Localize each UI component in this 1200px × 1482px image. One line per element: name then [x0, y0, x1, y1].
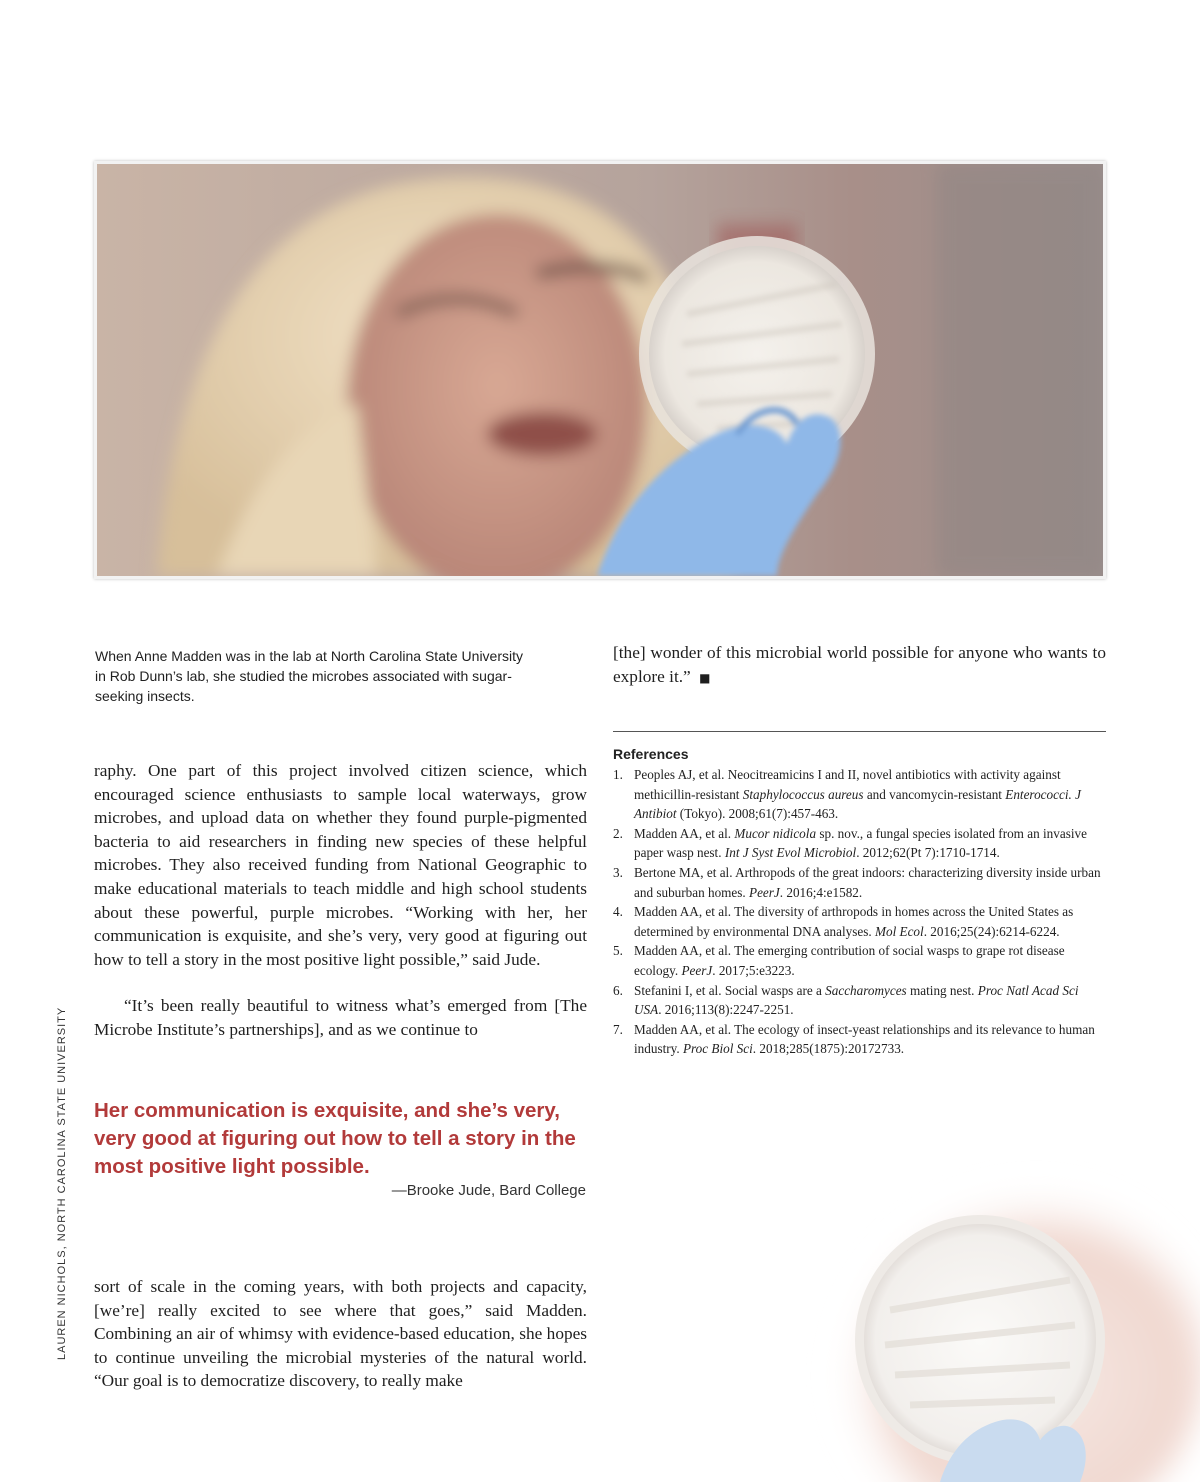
faded-petri-dish-image [800, 1160, 1200, 1482]
reference-number: 7. [613, 1021, 623, 1037]
pull-quote-attribution: —Brooke Jude, Bard College [391, 1182, 586, 1199]
reference-item: 2. Madden AA, et al. Mucor nidicola sp. nov., a fungal species isolated from an invasive paper wasp nest. Int J Syst Evol Microbiol. 2012;62(Pt 7):1710-1714. [613, 825, 1087, 861]
hero-photo [94, 161, 1106, 579]
petri-dish-icon [800, 1160, 1200, 1482]
reference-number: 1. [613, 767, 623, 782]
left-paragraph-2: “It’s been really beautiful to witness what’s emerged from [The Microbe Institute’s partnerships], and as we continue to [94, 996, 587, 1039]
reference-item: 6. Stefanini I, et al. Social wasps are a Saccharomyces mating nest. Proc Natl Acad Sci USA. 2016;113(8):2247-2251. [613, 982, 1079, 1018]
reference-item: 5. Madden AA, et al. The emerging contribution of social wasps to grape rot disease ecology. PeerJ. 2017;5:e3223. [613, 943, 1065, 978]
hero-photo-illustration [97, 164, 1103, 576]
reference-item: 3. Bertone MA, et al. Arthropods of the great indoors: characterizing diversity inside urban and suburban homes. PeerJ. 2016;4:e1582. [613, 864, 1101, 900]
photo-caption: When Anne Madden was in the lab at North Carolina State University in Rob Dunn’s lab, she studied the microbes associated with sugar-seeking insects. [95, 648, 524, 704]
reference-number: 5. [613, 943, 623, 959]
references-divider [613, 731, 1106, 732]
reference-item: 4. Madden AA, et al. The diversity of arthropods in homes across the United States as determined by environmental DNA analyses. Mol Ecol. 2016;25(24):6214-6224. [613, 904, 1074, 939]
right-column-body: [the] wonder of this microbial world possible for anyone who wants to explore it.” [613, 643, 1106, 686]
photo-credit: LAUREN NICHOLS, NORTH CAROLINA STATE UNIVERSITY [56, 1006, 68, 1360]
reference-number: 2. [613, 825, 623, 841]
reference-item: 1. Peoples AJ, et al. Neocitreamicins I and II, novel antibiotics with activity against methicillin-resistant Staphylococcus aureus and vancomycin-resistant Enterococci. J Antibiot (Tokyo). 2008;61(7):457-463. [613, 767, 1081, 822]
left-paragraph-1: raphy. One part of this project involved citizen science, which encouraged science enthusiasts to sample local waterways, grow microbes, and upload data on whether they found purple-pigmented bacteria to aid researchers in finding new species of these helpful microbes. They also received funding from National Geographic to make educational materials to teach middle and high school students about these powerful, purple microbes. “Working with her, her communication is exquisite, and she’s very, very good at figuring out how to tell a story in the most positive light possible,” said Jude. [94, 761, 587, 969]
references-title: References [613, 746, 689, 762]
end-mark-icon: ■ [699, 670, 711, 685]
left-paragraph-3: sort of scale in the coming years, with both projects and capacity, [we’re] really excited to see where that goes,” said Madden. Combining an air of whimsy with evidence-based education, she hopes to continue unveiling the microbial mysteries of the natural world. “Our goal is to democratize discovery, to really make [94, 1277, 587, 1391]
reference-number: 4. [613, 904, 623, 920]
pull-quote: Her communication is exquisite, and she’s very, very good at figuring out how to tell a story in the most positive light possible. [94, 1099, 576, 1178]
references-list [613, 765, 1106, 1059]
reference-number: 3. [613, 864, 623, 880]
right-column-text [613, 641, 1106, 690]
reference-number: 6. [613, 982, 623, 998]
reference-item: 7. Madden AA, et al. The ecology of insect-yeast relationships and its relevance to human industry. Proc Biol Sci. 2018;285(1875):20172733. [613, 1021, 1095, 1057]
